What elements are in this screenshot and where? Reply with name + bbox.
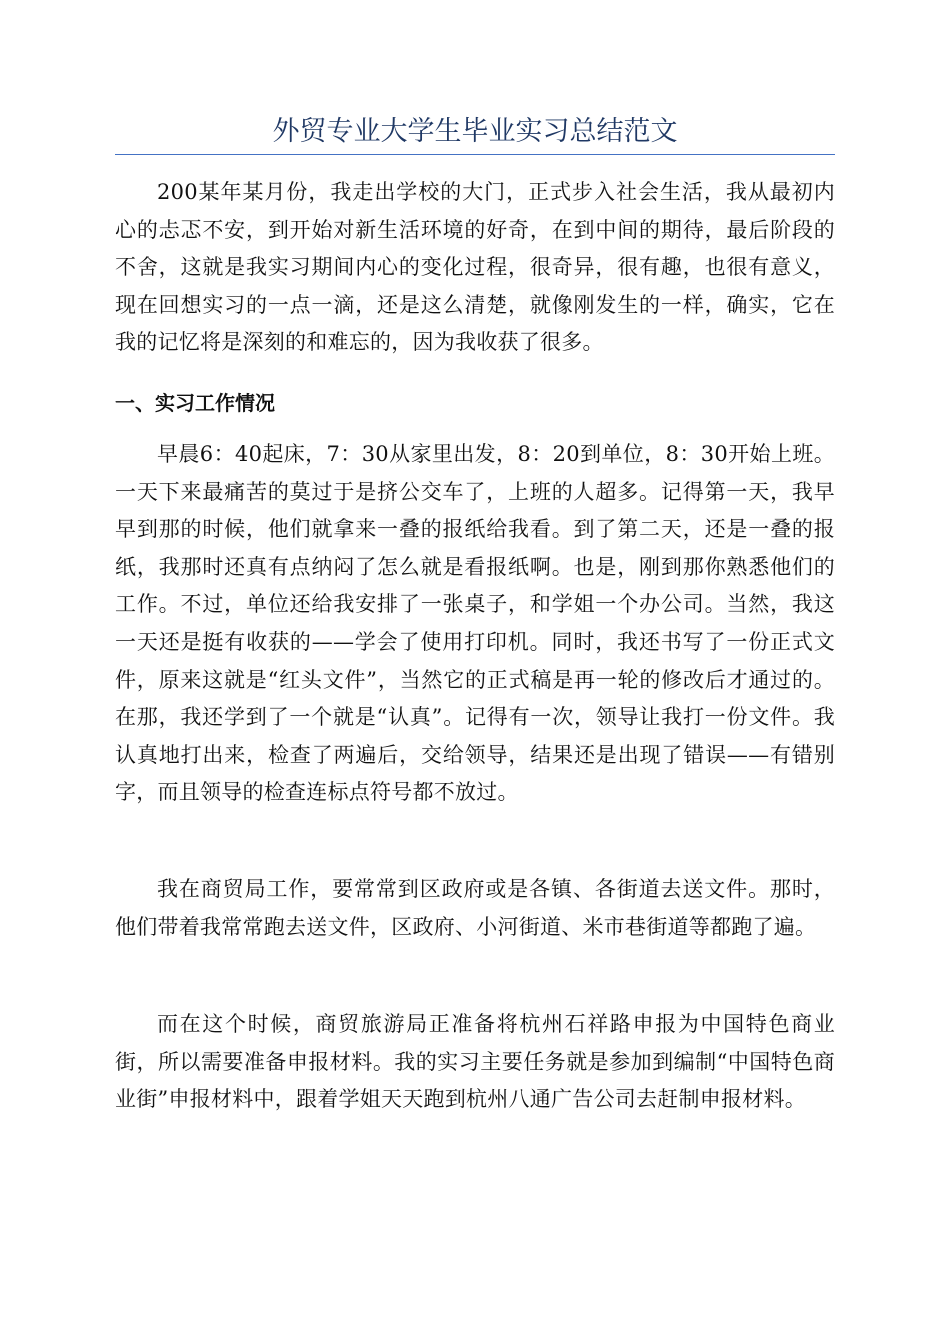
work-paragraph-2: 我在商贸局工作，要常常到区政府或是各镇、各街道去送文件。那时，他们带着我常常跑去送文件，区政府、小河街道、米市巷街道等都跑了遍。 xyxy=(115,877,835,939)
work-paragraph-1: 早晨6：40起床，7：30从家里出发，8：20到单位，8：30开始上班。一天下来最痛苦的莫过于是挤公交车了，上班的人超多。记得第一天，我早早到那的时候，他们就拿来一叠的报纸给我看。到了第二天，还是一叠的报纸，我那时还真有点纳闷了怎么就是看报纸啊。也是，刚到那你熟悉他们的工作。不过，单位还给我安排了一张桌子，和学姐一个办公司。当然，我这一天还是挺有收获的——学会了使用打印机。同时，我还书写了一份正式文件，原来这就是“红头文件”，当然它的正式稿是再一轮的修改后才通过的。在那，我还学到了一个就是“认真”。记得有一次，领导让我打一份文件。我认真地打出来，检查了两遍后，交给领导，结果还是出现了错误——有错别字，而且领导的检查连标点符号都不放过。 xyxy=(115,442,835,805)
document-title: 外贸专业大学生毕业实习总结范文 xyxy=(272,116,678,147)
work-paragraph-3: 而在这个时候，商贸旅游局正准备将杭州石祥路申报为中国特色商业街，所以需要准备申报材料。我的实习主要任务就是参加到编制“中国特色商业街”申报材料中，跟着学姐天天跑到杭州八通广告公司去赶制申报材料。 xyxy=(115,1012,835,1112)
title-underline xyxy=(115,154,835,155)
intro-paragraph: 200某年某月份，我走出学校的大门，正式步入社会生活，我从最初内心的忐忑不安，到开始对新生活环境的好奇，在到中间的期待，最后阶段的不舍，这就是我实习期间内心的变化过程，很奇异，很有趣，也很有意义，现在回想实习的一点一滴，还是这么清楚，就像刚发生的一样，确实，它在我的记忆将是深刻的和难忘的，因为我收获了很多。 xyxy=(115,180,835,355)
section-heading: 一、实习工作情况 xyxy=(115,391,275,415)
